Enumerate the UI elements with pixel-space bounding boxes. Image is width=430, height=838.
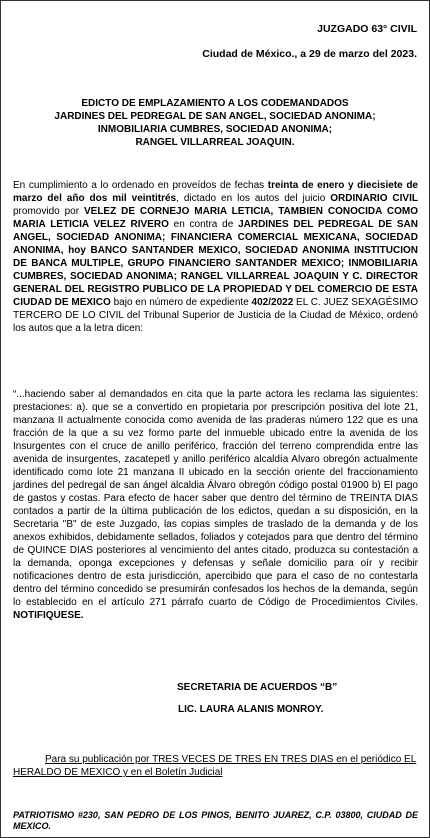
- court-name: JUZGADO 63° CIVIL: [317, 23, 417, 35]
- signature-office: SECRETARIA DE ACUERDOS “B”: [177, 682, 338, 693]
- hearing-dates: treinta de enero y diecisiete de marzo del año dos mil veintitrés: [13, 180, 418, 204]
- edict-title: [21, 97, 409, 149]
- trial-type: ORDINARIO CIVIL: [330, 193, 418, 204]
- signature-name: LIC. LAURA ALANIS MONROY.: [178, 704, 324, 715]
- title-line-2: JARDINES DEL PEDREGAL DE SAN ANGEL, SOCIEDAD ANONIMA;: [54, 111, 376, 122]
- case-number: 402/2022: [251, 297, 294, 308]
- title-line-1: EDICTO DE EMPLAZAMIENTO A LOS CODEMANDADOS: [81, 98, 349, 109]
- paragraph-text-5: bajo en número de expediente: [110, 297, 252, 308]
- title-line-4: RANGEL VILLARREAL JOAQUIN.: [135, 137, 295, 148]
- court-order-quote: [13, 388, 418, 622]
- document-date: Ciudad de México., a 29 de marzo del 2023.: [202, 48, 417, 60]
- defendants-list: JARDINES DEL PEDREGAL DE SAN ANGEL, SOCIEDAD ANONIMA; FINANCIERA COMERCIAL MEXICANA, SOCIEDAD ANONIMA, hoy BANCO SANTANDER MEXICO, SOCIEDAD ANONIMA INSTITUCION DE BANCA MULTIPLE, GRUPO FINANCIERO SANTANDER MEXICO; INMOBILIARIA CUMBRES, SOCIEDAD ANONIMA; RANGEL VILLARREAL JOAQUIN Y C. DIRECTOR GENERAL DEL REGISTRO PUBLICO DE LA PROPIEDAD Y DEL COMERCIO DE ESTA CIUDAD DE MEXICO: [13, 219, 418, 308]
- notification-word: NOTIFIQUESE.: [13, 610, 84, 621]
- main-paragraph: [13, 179, 418, 335]
- footer-address: PATRIOTISMO #230, SAN PEDRO DE LOS PINOS, BENITO JUAREZ, C.P. 03800, CIUDAD DE MEXICO.: [13, 810, 418, 831]
- plaintiff-name: VELEZ DE CORNEJO MARIA LETICIA, TAMBIEN CONOCIDA COMO MARIA LETICIA VELEZ RIVERO: [13, 206, 419, 230]
- paragraph-text-6: EL C. JUEZ SEXAGÉSIMO TERCERO DE LO CIVIL del Tribunal Superior de Justicia de la Ciudad de México, ordenó los autos que a la letra dicen:: [13, 297, 418, 334]
- paragraph-text-2: , dictado en los autos del juicio: [176, 193, 331, 204]
- title-line-3: INMOBILIARIA CUMBRES, SOCIEDAD ANONIMA;: [97, 124, 333, 135]
- paragraph-text-1: En cumplimiento a lo ordenado en proveídos de fechas: [13, 180, 268, 191]
- paragraph-text-3: promovido por: [13, 206, 84, 217]
- quote-text: “...haciendo saber al demandados en cita que la parte actora les reclama las siguientes: prestaciones: a). que se a convertido en propietaria por prescripción positiva del lote 21, manzana II actualmente conocida como avenida de las praderas número 122 que es una fracción de la que a su vez formo parte del inmueble ubicado entre la avenida de los Insurgentes con el cruce de anillo periférico, fracción del terreno comprendida entre las avenida de insurgentes, zacatepetl y anillo periférico alcaldía Alvaro obregón actualmente identificado como lote 21 manzana II ubicado en la sección oriente del fraccionamiento jardines del pedregal de san ángel alcaldia Álvaro obregón código postal 01900 b) El pago de gastos y costas. Para efecto de hacer saber que dentro del término de TREINTA DIAS contados a partir de la última publicación de los edictos, quedan a su disposición, en la Secretaria "B" de este Juzgado, las copias simples de traslado de la demanda y de los anexos exhibidos, debidamente sellados, foliados y cotejados para que dentro del término de QUINCE DIAS posteriores al vencimiento del antes citado, produzca su contestación a la demanda, oponga excepciones y defensas y señale domicilio para oír y recibir notificaciones dentro de esta jurisdicción, apercibido que para el caso de no contestarla dentro del término concedido se presumirán confesados los hechos de la demanda, según lo establecido en el artículo 271 párrafo cuarto de Código de Procedimientos Civiles.: [13, 389, 418, 608]
- publication-notice: Para su publicación por TRES VECES DE TRES EN TRES DIAS en el periódico EL HERALDO DE MEXICO y en el Boletín Judicial: [13, 754, 417, 778]
- paragraph-text-4: en contra de: [168, 219, 239, 230]
